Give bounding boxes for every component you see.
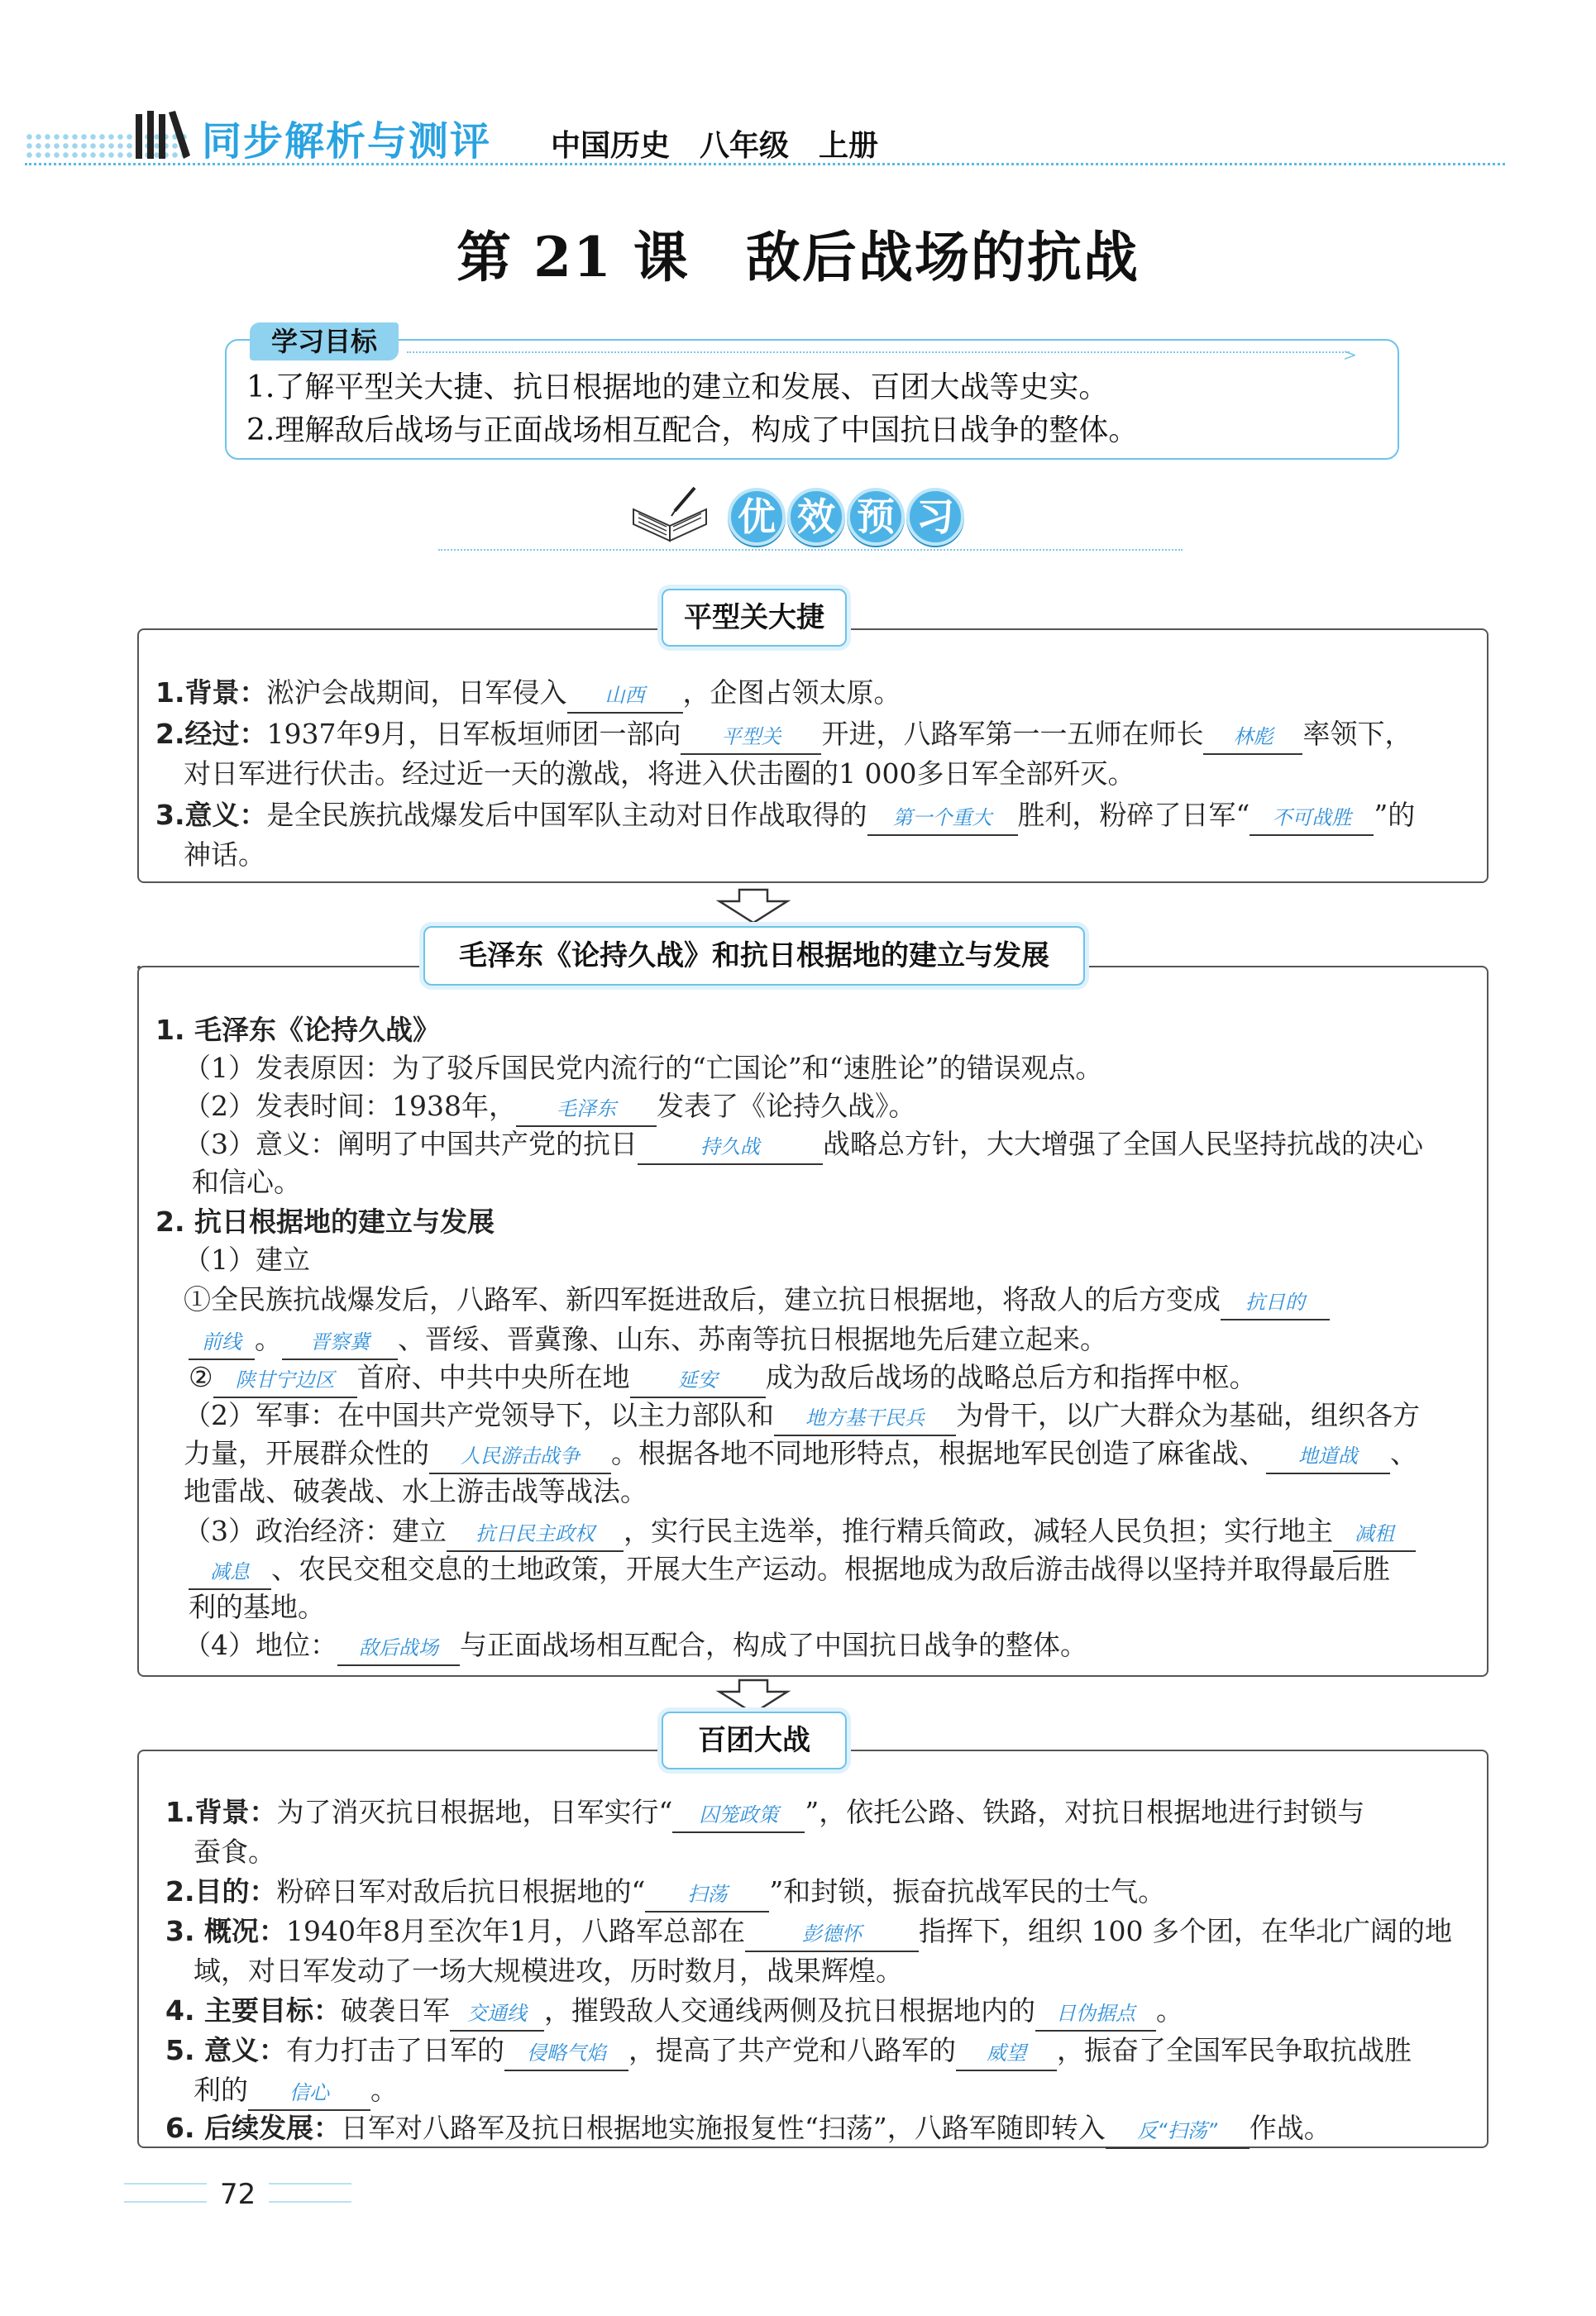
text: 与正面战场相互配合，构成了中国抗日战争的整体。 [460,1629,1087,1661]
answer-blank: 减租 [1333,1517,1416,1552]
text: 利的 [194,2074,248,2106]
s1-significance-line [155,795,1415,836]
text: 为了消灭抗日根据地，日军实行“ [276,1796,673,1828]
s2-line [189,1358,1257,1398]
header-divider [25,163,1505,165]
label: 5. 意义： [165,2034,286,2066]
s2-line [184,1626,1087,1666]
label: 1.背景： [155,676,267,709]
s2-line [189,1320,1107,1360]
label: 2.经过： [155,718,267,750]
text: 粉碎日军对敌后抗日根据地的“ [276,1875,646,1908]
text: 1937年9月，日军板垣师团一部向 [266,718,681,750]
down-arrow-icon [716,1679,791,1715]
text: （2）发表时间：1938年， [184,1090,516,1122]
goal-item-1: 1.了解平型关大捷、抗日根据地的建立和发展、百团大战等史实。 [246,370,1109,404]
answer-blank: 侵略气焰 [504,2037,628,2071]
footer-decoration [269,2183,351,2203]
answer-blank: 地方基干民兵 [774,1402,956,1436]
text: （3）政治经济：建立 [184,1515,447,1547]
s3-line [165,1872,1165,1912]
answer-blank: 延安 [630,1363,766,1398]
text: ”和封锁，振奋抗战军民的士气。 [769,1875,1166,1908]
s1-background-line [155,673,901,714]
down-arrow-icon [716,888,791,924]
s2-line [184,1086,915,1127]
text: 。 [255,1323,282,1355]
text: 淞沪会战期间，日军侵入 [266,676,567,709]
s1-significance-line-2: 神话。 [184,838,265,871]
text: 、农民交租交息的土地政策，开展大生产运动。根据地成为敌后游击战得以坚持并取得最后胜 [271,1553,1390,1585]
answer-blank: 山西 [567,679,683,714]
text: 胜利，粉碎了日军“ [1017,799,1250,831]
text: ”的 [1374,799,1416,831]
answer-blank: 信心 [248,2076,370,2111]
text: 指挥下，组织 100 多个团，在华北广阔的地 [918,1915,1452,1947]
answer-blank: 陕甘宁边区 [213,1363,357,1398]
section-pingxingguan-title: 平型关大捷 [662,589,847,647]
preview-char: 习 [906,488,964,546]
text: 、晋绥、晋冀豫、山东、苏南等抗日根据地先后建立起来。 [398,1323,1107,1355]
answer-blank: 交通线 [450,1997,544,2032]
answer-blank: 毛泽东 [516,1092,657,1127]
s2-heading-2: 2. 抗日根据地的建立与发展 [155,1206,495,1238]
s3-line: 蚕食。 [194,1836,275,1868]
answer-blank: 持久战 [638,1130,823,1165]
preview-divider [438,549,1183,551]
books-logo-icon [134,107,192,160]
s2-line: （1）建立 [184,1244,310,1276]
answer-blank: 平型关 [681,720,821,755]
page-number: 72 [220,2178,256,2211]
s3-line [165,2108,1331,2149]
answer-blank: 抗日的 [1221,1286,1330,1320]
text: 日军对八路军及抗日根据地实施报复性“扫荡”，八路军随即转入 [341,2112,1106,2144]
text: （2）军事：在中国共产党领导下，以主力部队和 [184,1399,774,1431]
preview-char: 效 [787,488,845,546]
answer-blank: 抗日民主政权 [447,1517,624,1552]
text: 开进，八路军第一一五师在师长 [821,718,1204,750]
text: 。根据各地不同地形特点，根据地军民创造了麻雀战、 [611,1437,1266,1469]
s3-line [194,2070,398,2111]
section-hundred-regiments-title: 百团大战 [662,1712,847,1769]
answer-blank: 不可战胜 [1250,801,1374,836]
s3-line [165,1991,1183,2032]
text: 是全民族抗战爆发后中国军队主动对日作战取得的 [266,799,867,831]
text: 率领下， [1302,718,1412,750]
label: 3. 概况： [165,1915,286,1947]
s2-line: （1）发表原因：为了驳斥国民党内流行的“亡国论”和“速胜论”的错误观点。 [184,1052,1103,1084]
s3-line [165,1912,1452,1952]
open-book-pen-icon [628,486,711,544]
goal-item-2: 2.理解敌后战场与正面战场相互配合，构成了中国抗日战争的整体。 [246,413,1139,447]
s2-line: 利的基地。 [189,1591,325,1623]
text: （4）地位： [184,1629,337,1661]
label: 1.背景： [165,1796,277,1828]
s2-heading-1: 1. 毛泽东《论持久战》 [155,1014,440,1046]
answer-blank: 晋察冀 [282,1325,398,1360]
text: 。 [1156,1994,1183,2027]
answer-blank: 林彪 [1203,720,1302,755]
text: 破袭日军 [341,1994,450,2027]
s1-process-line-2: 对日军进行伏击。经过近一天的激战，将进入伏击圈的1 000多日军全部歼灭。 [184,757,1135,790]
text: ② [189,1361,213,1393]
text: 。 [370,2074,398,2106]
footer-decoration [124,2183,207,2203]
s2-line [184,1511,1416,1552]
answer-blank: 彭德怀 [745,1917,919,1952]
text: ，实行民主选举，推行精兵简政，减轻人民负担；实行地主 [624,1515,1333,1547]
text: （3）意义：阐明了中国共产党的抗日 [184,1128,638,1160]
text: 首府、中共中央所在地 [356,1361,630,1393]
text: ，摧毁敌人交通线两侧及抗日根据地内的 [544,1994,1035,2027]
text: 1940年8月至次年1月，八路军总部在 [286,1915,745,1947]
text: 战略总方针，大大增强了全国人民坚持抗战的决心 [823,1128,1423,1160]
text: ①全民族抗战爆发后，八路军、新四军挺进敌后，建立抗日根据地，将敌人的后方变成 [184,1283,1221,1316]
s2-line [189,1550,1390,1590]
text: 、 [1390,1437,1417,1469]
text: 力量，开展群众性的 [184,1437,429,1469]
answer-blank: 人民游击战争 [429,1440,611,1474]
label: 3.意义： [155,799,267,831]
preview-char: 优 [728,488,786,546]
answer-blank: 敌后战场 [337,1631,460,1666]
lesson-title: 第 21 课 敌后战场的抗战 [456,225,1140,289]
answer-blank: 减息 [189,1555,271,1590]
text: ，提高了共产党和八路军的 [628,2034,956,2066]
s3-line: 域，对日军发动了一场大规模进攻，历时数月，战果辉煌。 [194,1955,903,1987]
label: 6. 后续发展： [165,2112,341,2144]
answer-blank: 威望 [956,2037,1057,2071]
text: 成为敌后战场的战略总后方和指挥中枢。 [765,1361,1257,1393]
text: ”，依托公路、铁路，对抗日根据地进行封锁与 [805,1796,1365,1828]
text: 为骨干，以广大群众为基础，组织各方 [956,1399,1420,1431]
text: ，企图占领太原。 [682,676,901,709]
preview-char: 预 [847,488,905,546]
learning-goals-tag: 学习目标 [250,322,399,361]
answer-blank: 囚笼政策 [672,1798,805,1833]
arrowhead-icon: > [1343,345,1357,365]
label: 4. 主要目标： [165,1994,341,2027]
s2-line: 和信心。 [192,1166,301,1198]
label: 2.目的： [165,1875,277,1908]
s3-line [165,1793,1364,1833]
answer-blank: 日伪据点 [1035,1997,1156,2032]
answer-blank: 前线 [189,1325,255,1360]
preview-banner [728,488,966,546]
text: 有力打击了日军的 [286,2034,504,2066]
answer-blank: 反“扫荡” [1106,2114,1250,2149]
book-subtitle: 中国历史 八年级 上册 [551,129,879,163]
answer-blank: 第一个重大 [867,801,1018,836]
s2-line [184,1125,1423,1165]
answer-blank: 扫荡 [645,1878,769,1912]
s1-process-line [155,714,1412,755]
answer-blank: 地道战 [1266,1440,1390,1474]
s2-line: 地雷战、破袭战、水上游击战等战法。 [184,1475,647,1507]
goals-dotted-arrow [407,351,1350,353]
s2-line [184,1280,1330,1320]
text: ，振奋了全国军民争取抗战胜 [1057,2034,1412,2066]
text: 作战。 [1249,2112,1331,2144]
s2-line [184,1434,1417,1474]
s3-line [165,2031,1412,2071]
series-title: 同步解析与测评 [202,118,492,165]
s2-line [184,1396,1420,1436]
section-base-areas-title: 毛泽东《论持久战》和抗日根据地的建立与发展 [423,926,1085,986]
text: 发表了《论持久战》。 [656,1090,916,1122]
